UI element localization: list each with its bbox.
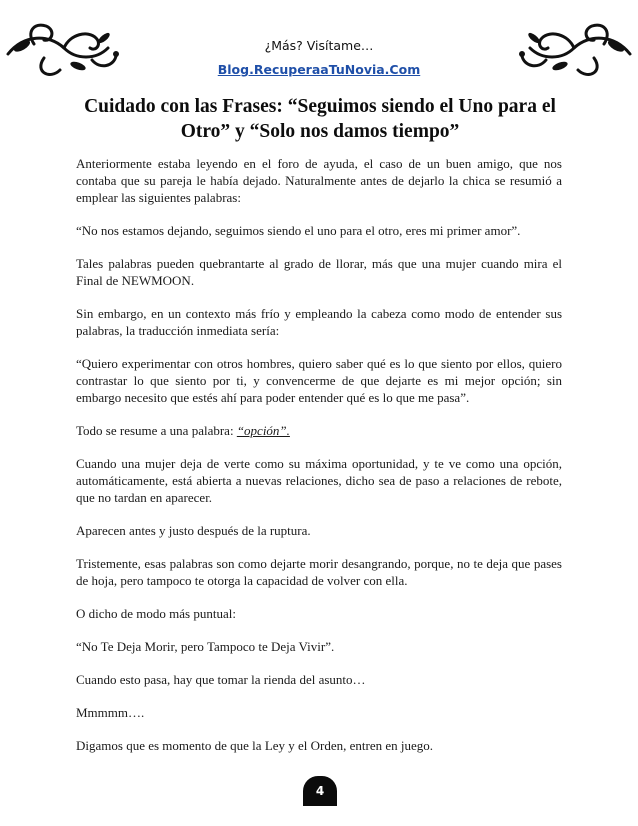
paragraph-prefix: Todo se resume a una palabra: [76,423,237,438]
paragraph: O dicho de modo más puntual: [76,606,236,621]
paragraph: Aparecen antes y justo después de la ruptura. [76,523,311,538]
paragraph: “Quiero experimentar con otros hombres, quiero saber qué es lo que siento por ellos, quiero contrastar lo que siento por ti, y convencerme de que dejarte es mi mejor opción; sin embargo necesito que estés ahí para poder entender qué es lo que me pasa”. [76,356,562,405]
paragraph: Cuando una mujer deja de verte como su máxima oportunidad, y te ve como una opción, automáticamente, está abierta a nuevas relaciones, dicho sea de paso a relaciones de rebote, que no tardan en aparecer. [76,456,562,505]
paragraph: “No nos estamos dejando, seguimos siendo el uno para el otro, eres mi primer amor”. [76,223,521,238]
paragraph: Digamos que es momento de que la Ley y el Orden, entren en juego. [76,738,434,753]
article-body [76,155,562,770]
page-title: Cuidado con las Frases: “Seguimos siendo el Uno para el Otro” y “Solo nos damos tiempo” [84,96,556,142]
emphasis-word: “opción”. [236,423,290,438]
paragraph: Anteriormente estaba leyendo en el foro de ayuda, el caso de un buen amigo, que nos contaba que su pareja le había dejado. Naturalmente antes de dejarlo la chica se resumió a emplear las siguientes palabras: [76,156,562,205]
header-tagline: ¿Más? Visítame… [264,38,374,53]
page-number-badge: 4 [303,776,337,806]
paragraph: Tristemente, esas palabras son como dejarte morir desangrando, porque, no te deja que pases de hoja, pero tampoco te otorga la capacidad de volver con ella. [76,556,562,588]
paragraph: “No Te Deja Morir, pero Tampoco te Deja Vivir”. [76,639,335,654]
paragraph [76,422,562,439]
paragraph: Mmmmm…. [76,705,145,720]
paragraph: Tales palabras pueden quebrantarte al grado de llorar, más que una mujer cuando mira el Final de NEWMOON. [76,256,562,288]
paragraph: Sin embargo, en un contexto más frío y empleando la cabeza como modo de entender sus palabras, la traducción inmediata sería: [76,306,562,338]
paragraph: Cuando esto pasa, hay que tomar la rienda del asunto… [76,672,366,687]
blog-link[interactable]: Blog.RecuperaaTuNovia.Com [217,62,421,77]
